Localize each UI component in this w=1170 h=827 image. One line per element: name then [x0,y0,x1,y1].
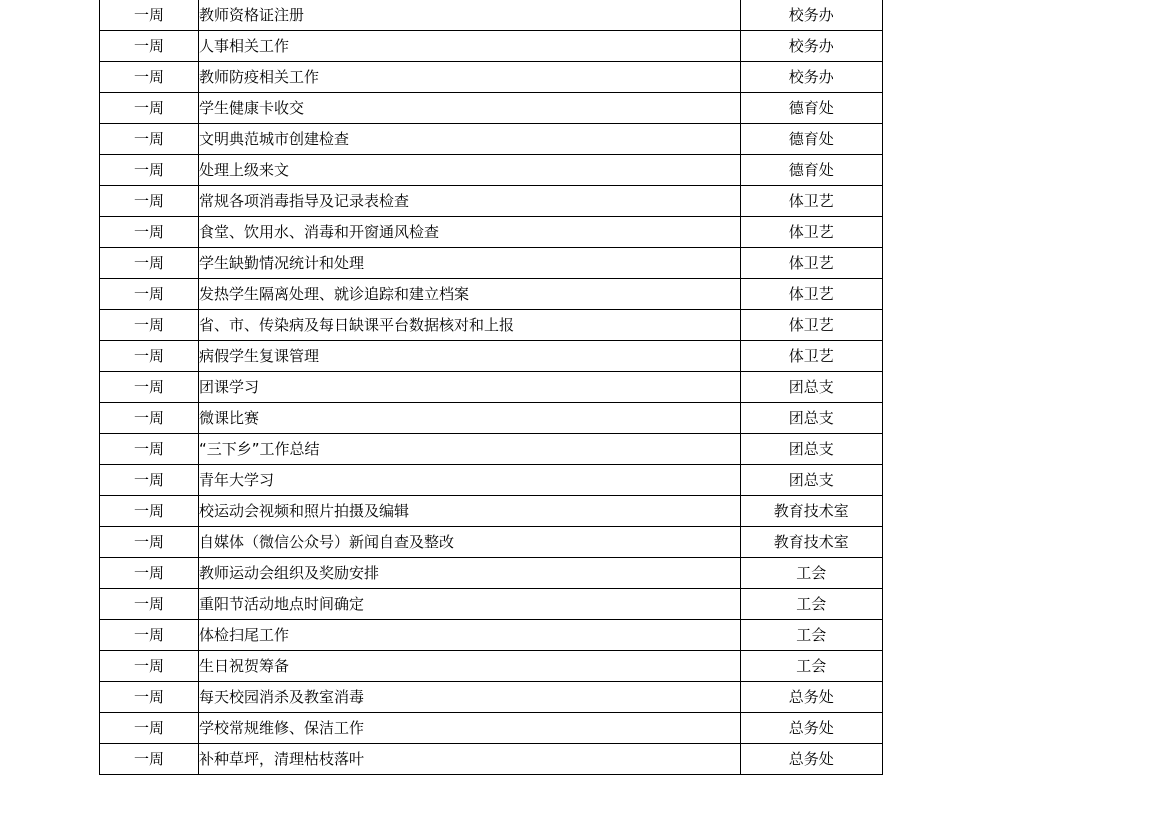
table-row [100,744,883,775]
task-cell: 微课比赛 [199,403,741,434]
period-cell: 一周 [100,558,199,589]
period-cell: 一周 [100,93,199,124]
task-cell: 校运动会视频和照片拍摄及编辑 [199,496,741,527]
period-cell: 一周 [100,62,199,93]
department-cell: 工会 [740,558,882,589]
task-cell: 重阳节活动地点时间确定 [199,589,741,620]
table-row [100,279,883,310]
task-cell: 补种草坪，清理枯枝落叶 [199,744,741,775]
task-cell: 自媒体（微信公众号）新闻自查及整改 [199,527,741,558]
table-row [100,341,883,372]
department-cell: 德育处 [740,155,882,186]
work-schedule-table [99,0,883,775]
table-row [100,403,883,434]
table-row [100,682,883,713]
task-cell: 每天校园消杀及教室消毒 [199,682,741,713]
table-row [100,434,883,465]
period-cell: 一周 [100,620,199,651]
period-cell: 一周 [100,186,199,217]
department-cell: 体卫艺 [740,341,882,372]
task-cell: 文明典范城市创建检查 [199,124,741,155]
period-cell: 一周 [100,372,199,403]
task-cell: 人事相关工作 [199,31,741,62]
period-cell: 一周 [100,310,199,341]
task-cell: 食堂、饮用水、消毒和开窗通风检查 [199,217,741,248]
work-schedule-body [100,0,883,775]
table-row [100,620,883,651]
task-cell: 青年大学习 [199,465,741,496]
task-cell: 团课学习 [199,372,741,403]
department-cell: 校务办 [740,31,882,62]
table-row [100,31,883,62]
table-row [100,465,883,496]
period-cell: 一周 [100,124,199,155]
department-cell: 工会 [740,620,882,651]
task-cell: 处理上级来文 [199,155,741,186]
department-cell: 体卫艺 [740,217,882,248]
table-row [100,713,883,744]
task-cell: 生日祝贺筹备 [199,651,741,682]
table-row [100,589,883,620]
task-cell: 教师运动会组织及奖励安排 [199,558,741,589]
department-cell: 体卫艺 [740,186,882,217]
period-cell: 一周 [100,465,199,496]
department-cell: 体卫艺 [740,248,882,279]
period-cell: 一周 [100,155,199,186]
task-cell: 学生缺勤情况统计和处理 [199,248,741,279]
task-cell: 常规各项消毒指导及记录表检查 [199,186,741,217]
table-row [100,310,883,341]
task-cell: 省、市、传染病及每日缺课平台数据核对和上报 [199,310,741,341]
table-row [100,651,883,682]
period-cell: 一周 [100,651,199,682]
period-cell: 一周 [100,682,199,713]
period-cell: 一周 [100,0,199,31]
table-row [100,93,883,124]
table-row [100,155,883,186]
table-row [100,62,883,93]
department-cell: 工会 [740,651,882,682]
table-row [100,248,883,279]
period-cell: 一周 [100,341,199,372]
department-cell: 总务处 [740,744,882,775]
period-cell: 一周 [100,744,199,775]
period-cell: 一周 [100,279,199,310]
department-cell: 团总支 [740,465,882,496]
table-row [100,217,883,248]
task-cell: 教师防疫相关工作 [199,62,741,93]
task-cell: 体检扫尾工作 [199,620,741,651]
department-cell: 体卫艺 [740,279,882,310]
department-cell: 工会 [740,589,882,620]
department-cell: 团总支 [740,372,882,403]
department-cell: 德育处 [740,124,882,155]
department-cell: 校务办 [740,62,882,93]
period-cell: 一周 [100,527,199,558]
period-cell: 一周 [100,589,199,620]
period-cell: 一周 [100,31,199,62]
task-cell: “三下乡”工作总结 [199,434,741,465]
task-cell: 教师资格证注册 [199,0,741,31]
table-row [100,372,883,403]
department-cell: 校务办 [740,0,882,31]
task-cell: 病假学生复课管理 [199,341,741,372]
period-cell: 一周 [100,217,199,248]
table-row [100,124,883,155]
task-cell: 发热学生隔离处理、就诊追踪和建立档案 [199,279,741,310]
period-cell: 一周 [100,403,199,434]
department-cell: 教育技术室 [740,496,882,527]
period-cell: 一周 [100,496,199,527]
table-row [100,558,883,589]
period-cell: 一周 [100,434,199,465]
task-cell: 学校常规维修、保洁工作 [199,713,741,744]
period-cell: 一周 [100,248,199,279]
department-cell: 团总支 [740,403,882,434]
period-cell: 一周 [100,713,199,744]
table-row [100,0,883,31]
task-cell: 学生健康卡收交 [199,93,741,124]
department-cell: 教育技术室 [740,527,882,558]
department-cell: 总务处 [740,713,882,744]
department-cell: 体卫艺 [740,310,882,341]
table-row [100,527,883,558]
table-row [100,496,883,527]
department-cell: 德育处 [740,93,882,124]
department-cell: 总务处 [740,682,882,713]
table-row [100,186,883,217]
department-cell: 团总支 [740,434,882,465]
